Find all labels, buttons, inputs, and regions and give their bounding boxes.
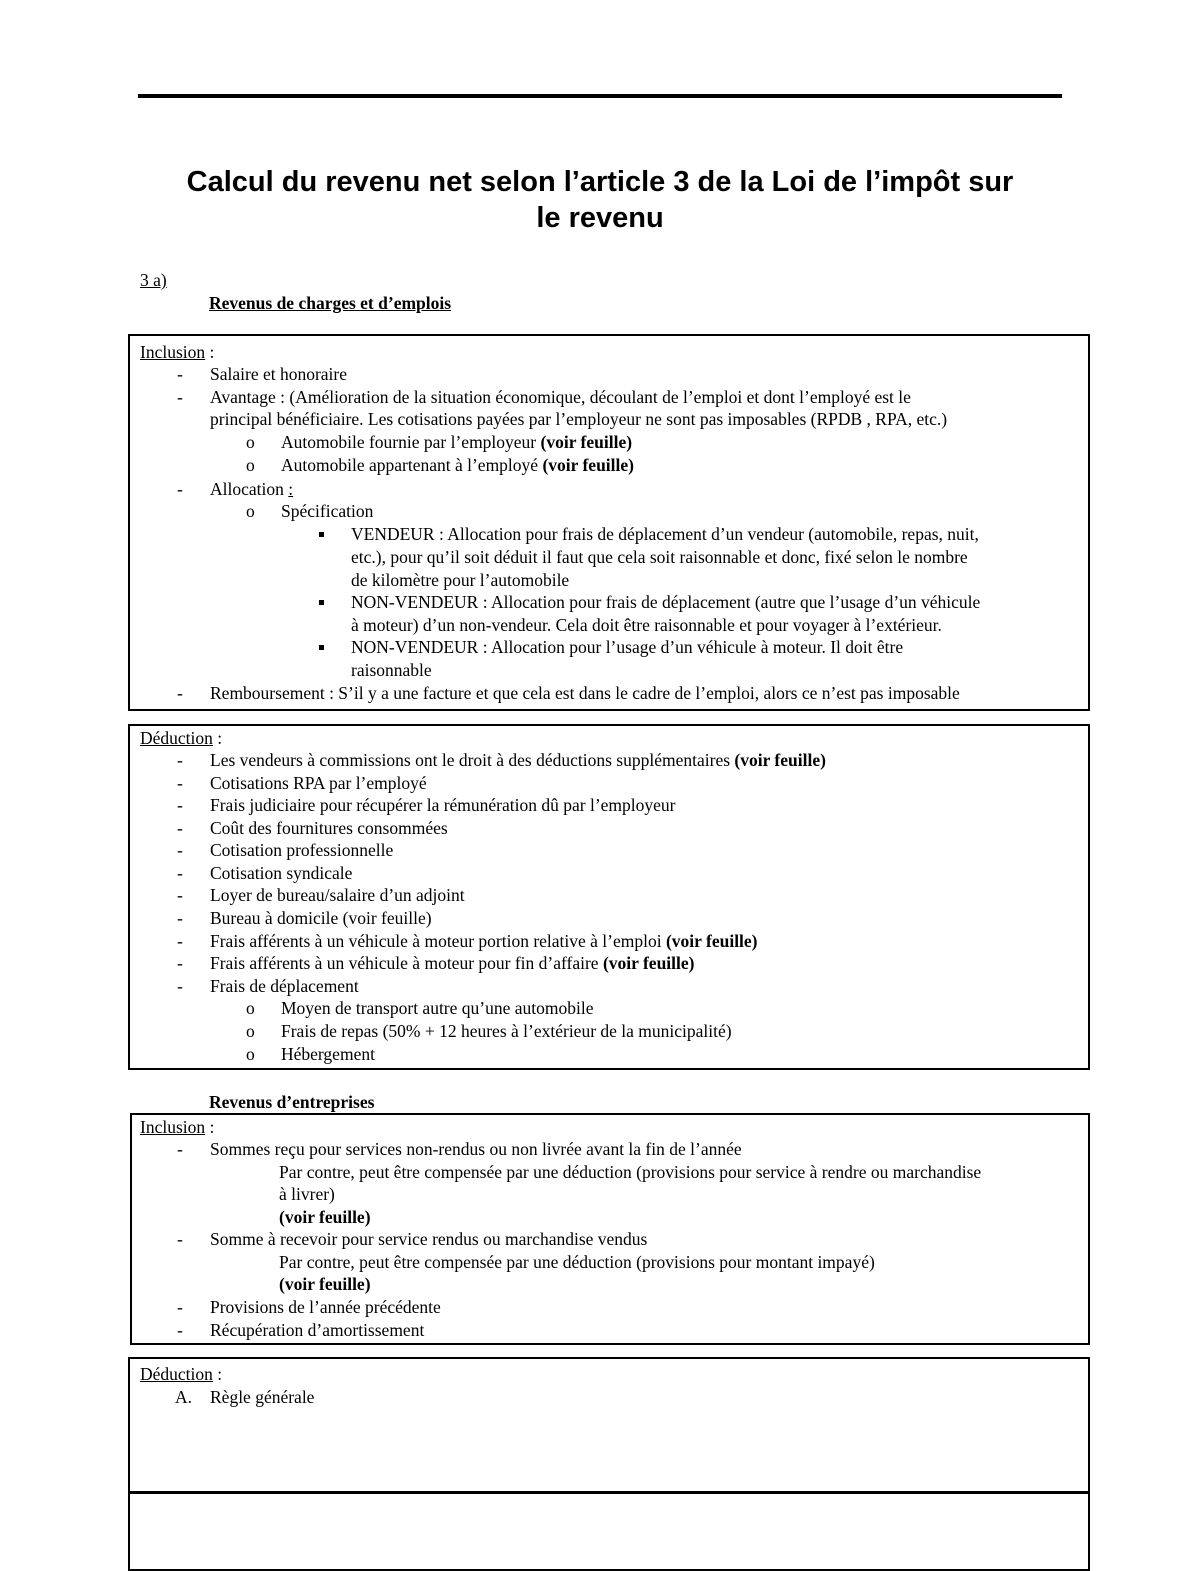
circle-bullet: o (246, 501, 255, 521)
dash-bullet: - (177, 1139, 183, 1159)
deduction-label: Déduction : (140, 728, 223, 748)
list-item: Allocation : (210, 479, 294, 499)
list-item: Frais afférents à un véhicule à moteur pour fin d’affaire (voir feuille) (210, 953, 695, 973)
top-rule (138, 94, 1062, 98)
list-item: Salaire et honoraire (210, 364, 348, 384)
list-subsubitem-continued: de kilomètre pour l’automobile (351, 570, 570, 590)
dash-bullet: - (177, 840, 183, 860)
list-subitem: Moyen de transport autre qu’une automobile (281, 998, 594, 1018)
list-item: Remboursement : S’il y a une facture et que cela est dans le cadre de l’emploi, alors ce n’est pas imposable (210, 683, 960, 703)
list-subsubitem-continued: à moteur) d’un non-vendeur. Cela doit être raisonnable et pour voyager à l’extérieur. (351, 615, 942, 635)
list-item: Somme à recevoir pour service rendus ou marchandise vendus (210, 1229, 648, 1249)
list-item-note: Par contre, peut être compensée par une déduction (provisions pour service à rendre ou marchandise (279, 1162, 982, 1182)
dash-bullet: - (177, 953, 183, 973)
dash-bullet: - (177, 795, 183, 815)
list-item: Récupération d’amortissement (210, 1320, 425, 1340)
dash-bullet: - (177, 387, 183, 407)
inclusion-box-employment (128, 334, 1090, 711)
dash-bullet: - (177, 364, 183, 384)
inclusion-label: Inclusion : (140, 1117, 215, 1137)
list-item-note-bold: (voir feuille) (279, 1274, 371, 1294)
dash-bullet: - (177, 1229, 183, 1249)
circle-bullet: o (246, 432, 255, 452)
dash-bullet: - (177, 885, 183, 905)
list-marker: A. (175, 1387, 193, 1407)
list-subitem: Hébergement (281, 1044, 375, 1064)
list-subsubitem: NON-VENDEUR : Allocation pour l’usage d’un véhicule à moteur. Il doit être (351, 637, 904, 657)
list-item: Règle générale (210, 1387, 315, 1407)
empty-box (128, 1491, 1090, 1571)
dash-bullet: - (177, 479, 183, 499)
deduction-box-employment (128, 724, 1090, 1070)
dash-bullet: - (177, 750, 183, 770)
dash-bullet: - (177, 1297, 183, 1317)
list-item: Bureau à domicile (voir feuille) (210, 908, 432, 928)
dash-bullet: - (177, 931, 183, 951)
circle-bullet: o (246, 998, 255, 1018)
list-subitem: Automobile fournie par l’employeur (voir feuille) (281, 432, 633, 452)
list-item-note: à livrer) (279, 1184, 335, 1204)
dash-bullet: - (177, 1320, 183, 1340)
dash-bullet: - (177, 818, 183, 838)
dash-bullet: - (177, 773, 183, 793)
heading-employment-income: Revenus de charges et d’emplois (209, 293, 452, 313)
list-subsubitem-continued: etc.), pour qu’il soit déduit il faut que cela soit raisonnable et donc, fixé selon le nombre (351, 547, 968, 567)
list-subsubitem: NON-VENDEUR : Allocation pour frais de déplacement (autre que l’usage d’un véhicule (351, 592, 981, 612)
list-subitem: Frais de repas (50% + 12 heures à l’extérieur de la municipalité) (281, 1021, 732, 1041)
list-item: Avantage : (Amélioration de la situation économique, découlant de l’emploi et dont l’employé est le (210, 387, 911, 407)
list-subsubitem: VENDEUR : Allocation pour frais de déplacement d’un vendeur (automobile, repas, nuit, (351, 524, 979, 544)
dash-bullet: - (177, 976, 183, 996)
square-bullet (319, 532, 324, 537)
list-item: Frais judiciaire pour récupérer la rémunération dû par l’employeur (210, 795, 676, 815)
dash-bullet: - (177, 908, 183, 928)
circle-bullet: o (246, 1044, 255, 1064)
deduction-label: Déduction : (140, 1364, 223, 1384)
list-item: Coût des fournitures consommées (210, 818, 448, 838)
list-item: Cotisation professionnelle (210, 840, 394, 860)
list-item-continued: principal bénéficiaire. Les cotisations payées par l’employeur ne sont pas imposables (RPDB , RPA, etc.) (210, 409, 948, 429)
circle-bullet: o (246, 1021, 255, 1041)
page-title: Calcul du revenu net selon l’article 3 de la Loi de l’impôt sur le revenu (186, 166, 1014, 234)
list-item-note: Par contre, peut être compensée par une déduction (provisions pour montant impayé) (279, 1252, 875, 1272)
list-item: Loyer de bureau/salaire d’un adjoint (210, 885, 465, 905)
list-item: Cotisation syndicale (210, 863, 353, 883)
list-subsubitem-continued: raisonnable (351, 660, 432, 680)
circle-bullet: o (246, 455, 255, 475)
list-item-note-bold: (voir feuille) (279, 1207, 371, 1227)
list-item: Cotisations RPA par l’employé (210, 773, 427, 793)
list-item: Les vendeurs à commissions ont le droit à des déductions supplémentaires (voir feuille) (210, 750, 826, 770)
section-label: 3 a) (140, 270, 167, 290)
list-item: Provisions de l’année précédente (210, 1297, 441, 1317)
deduction-box-business (128, 1357, 1090, 1494)
list-item: Frais afférents à un véhicule à moteur portion relative à l’emploi (voir feuille) (210, 931, 758, 951)
dash-bullet: - (177, 683, 183, 703)
list-item: Frais de déplacement (210, 976, 359, 996)
dash-bullet: - (177, 863, 183, 883)
list-subitem: Automobile appartenant à l’employé (voir feuille) (281, 455, 634, 475)
list-subitem: Spécification (281, 501, 374, 521)
square-bullet (319, 600, 324, 605)
inclusion-box-business (130, 1113, 1090, 1345)
heading-business-income: Revenus d’entreprises (209, 1092, 375, 1112)
inclusion-label: Inclusion : (140, 342, 215, 362)
square-bullet (319, 645, 324, 650)
list-item: Sommes reçu pour services non-rendus ou non livrée avant la fin de l’année (210, 1139, 742, 1159)
